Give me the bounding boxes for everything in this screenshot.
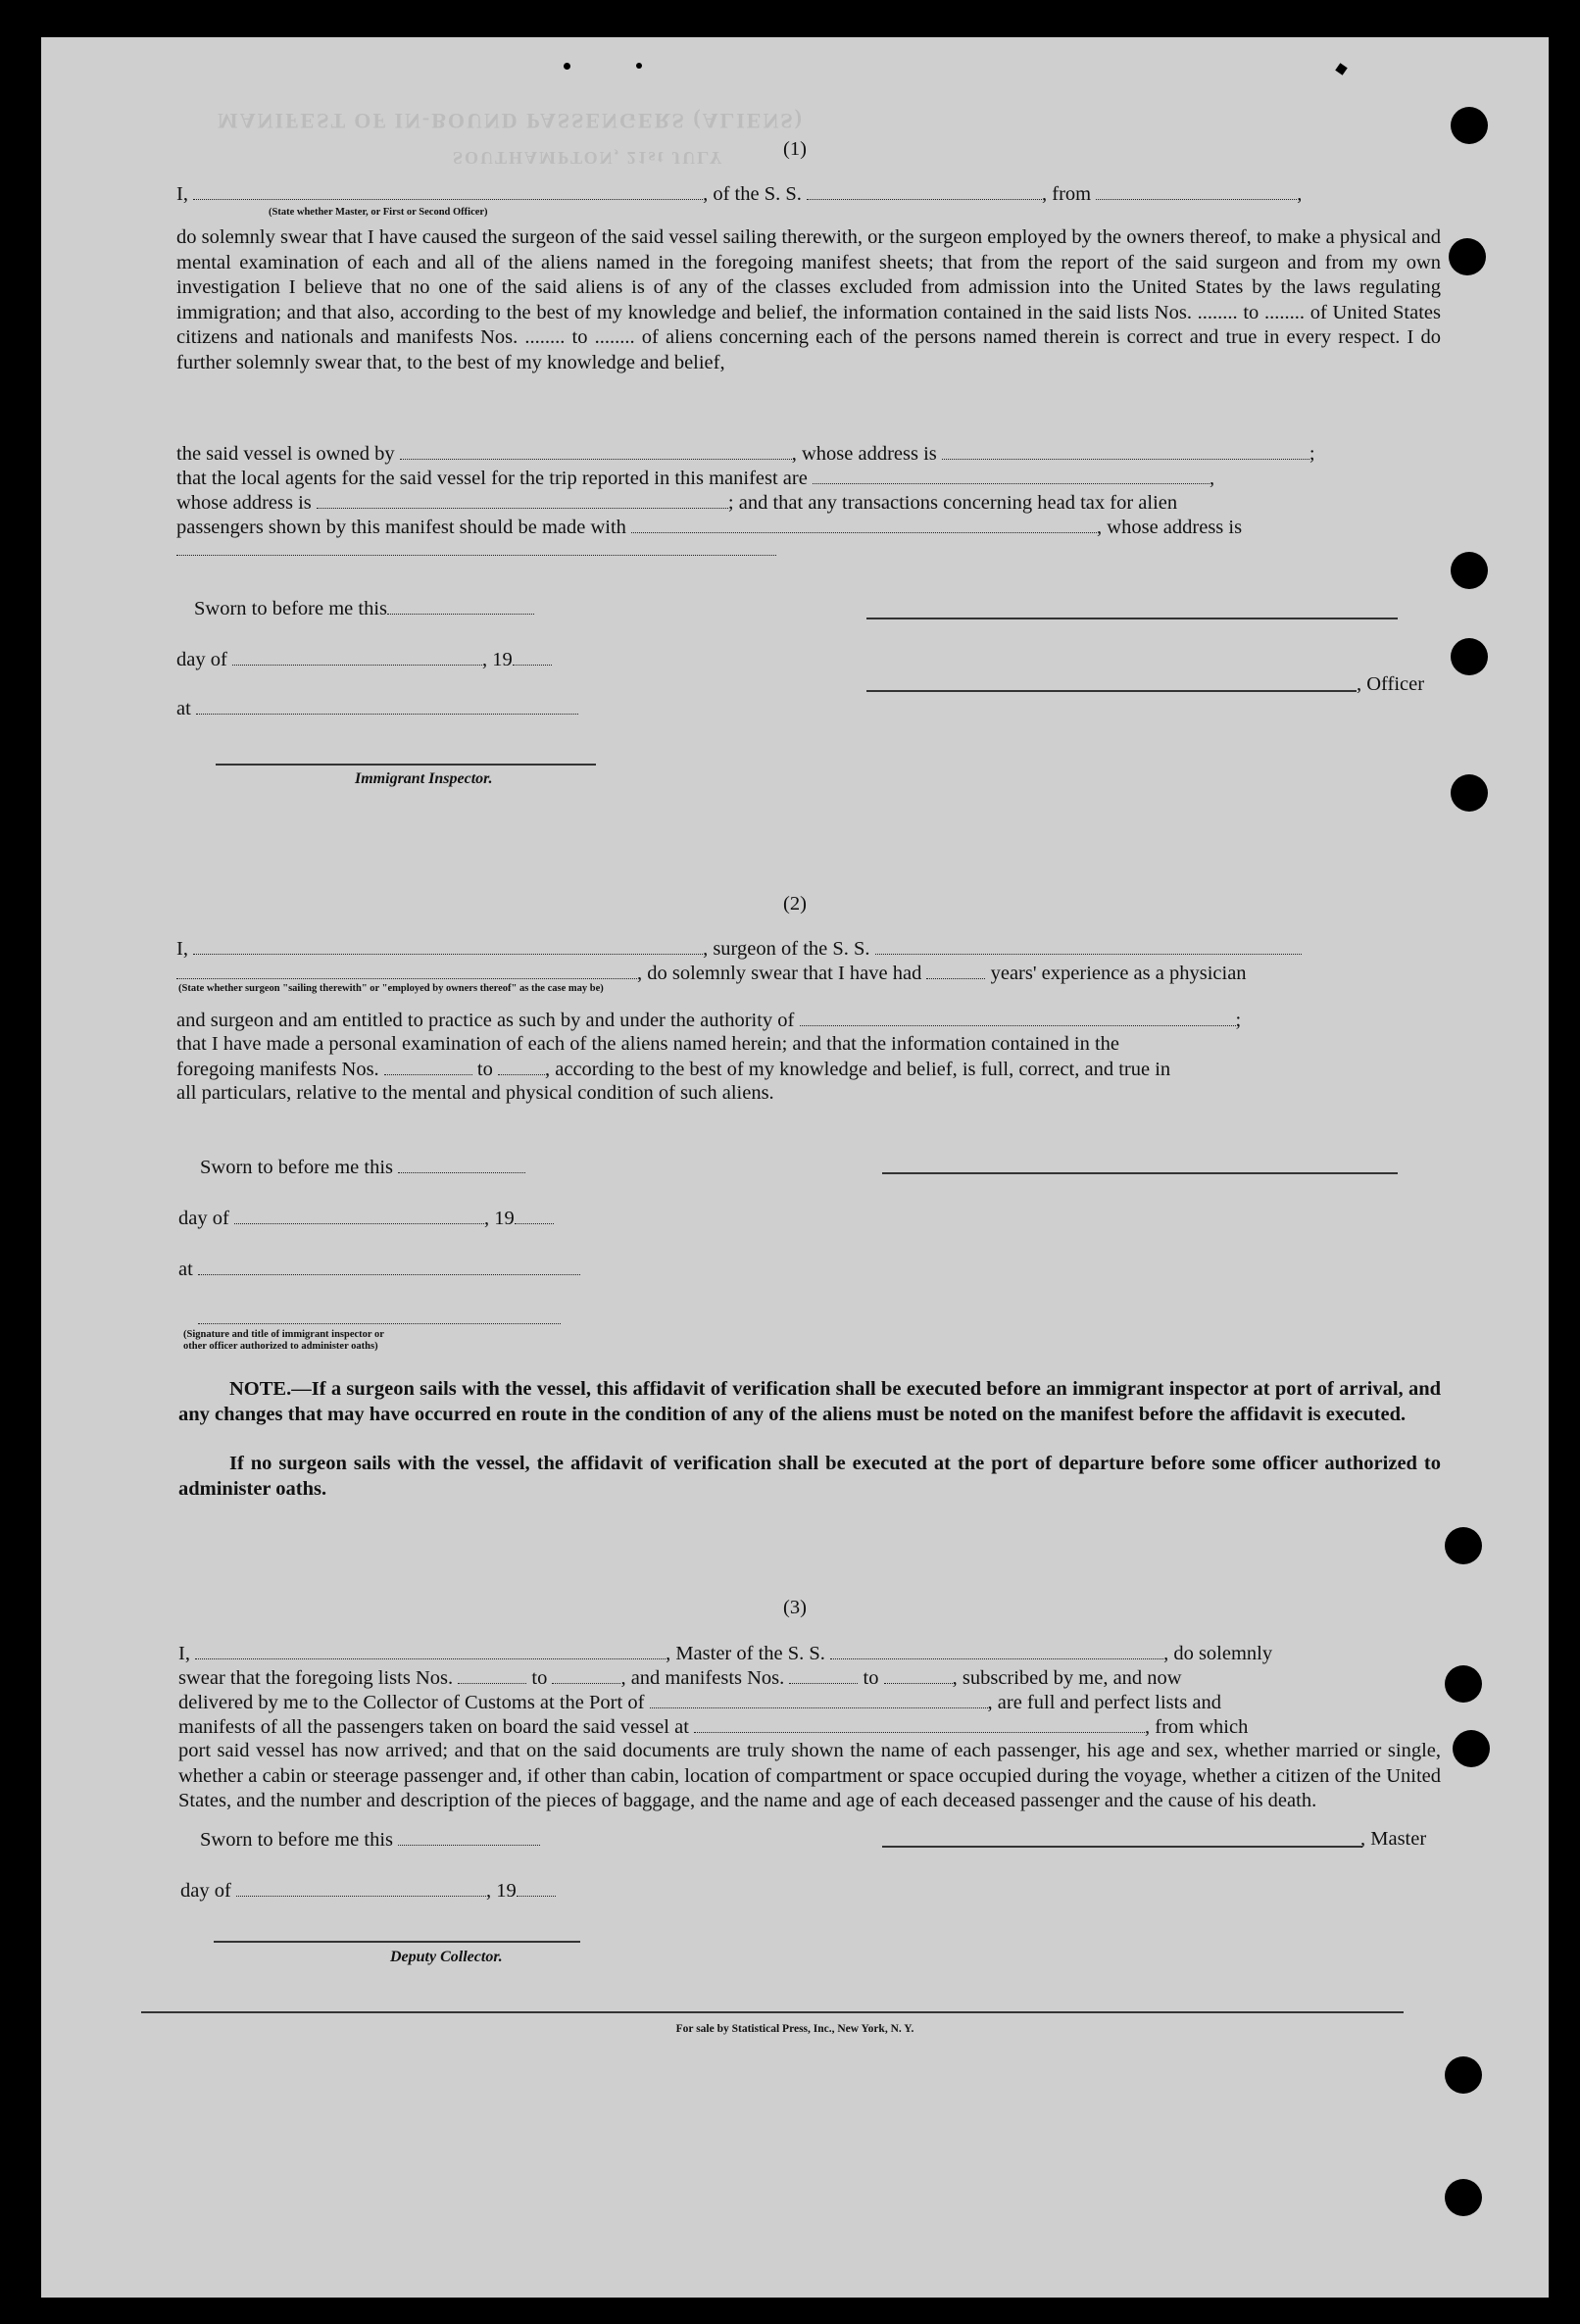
note-paragraph xyxy=(178,1377,1441,1427)
punch-hole xyxy=(1445,2056,1482,2094)
printer-imprint: For sale by Statistical Press, Inc., New York, N. Y. xyxy=(675,2023,914,2035)
officer-signature-line-1[interactable] xyxy=(866,618,1398,619)
punch-hole xyxy=(1453,1730,1490,1767)
agents-address-field[interactable] xyxy=(317,490,728,509)
punch-hole xyxy=(1451,774,1488,812)
s3-sworn xyxy=(200,1827,540,1853)
section-2-number: (2) xyxy=(783,893,807,915)
head-tax-label: ; and that any transactions concerning head tax for alien xyxy=(727,492,1178,514)
punch-hole xyxy=(1451,107,1488,144)
owner-field[interactable] xyxy=(400,441,792,460)
solemnly-label: , do solemnly xyxy=(1163,1643,1273,1664)
s1-passengers-line xyxy=(176,515,1242,540)
head-tax-address-field[interactable] xyxy=(176,555,776,556)
s2-line-1 xyxy=(176,936,1302,962)
bleed-through-text: MANIFEST OF IN-BOUND PASSENGERS (ALIENS) xyxy=(218,109,804,133)
administrator-signature-line[interactable] xyxy=(198,1323,561,1324)
s1-whose-line xyxy=(176,490,1177,516)
surgeon-vessel-field[interactable] xyxy=(875,936,1302,955)
footer-rule xyxy=(141,2011,1404,2013)
s1-oath-body: do solemnly swear that I have caused the surgeon of the said vessel sailing therewith, or the surgeon employed by the owners thereof, to make a physical and mental examination of each and all of the aliens named in the foregoing manifest sheets; that from the report of the said surgeon and from my own investigation I believe that no one of the said aliens is of any of the classes excluded from admission into the United States by the laws regulating immigration; and that also, according to the best of my knowledge and belief, the information contained in the said lists Nos. ........ to ........ of United States citizens and nationals and manifests Nos. ........ to ........ of aliens concerning each of the persons named therein is correct and true in every respect. I do further solemnly swear that, to the best of my knowledge and belief, xyxy=(176,226,1441,373)
s3-line-3 xyxy=(178,1690,1221,1715)
according-label: , according to the best of my knowledge and belief, is full, correct, and true in xyxy=(545,1059,1171,1080)
sworn-label-3: Sworn to before me this xyxy=(200,1829,393,1851)
sworn-day-field[interactable] xyxy=(387,596,534,615)
at-label-2: at xyxy=(178,1259,193,1280)
s3-i: I, xyxy=(178,1643,190,1664)
surgeon-signature-line[interactable] xyxy=(882,1172,1398,1174)
at-label: at xyxy=(176,698,191,719)
s1-day xyxy=(176,647,552,672)
punch-hole xyxy=(1445,2179,1482,2216)
authority-field[interactable] xyxy=(800,1008,1236,1026)
month-field-3[interactable] xyxy=(236,1878,486,1897)
punch-hole xyxy=(1451,638,1488,675)
officer-label: , Officer xyxy=(1357,673,1425,695)
speck xyxy=(564,63,570,70)
punch-hole xyxy=(1445,1527,1482,1564)
day-label-3: day of xyxy=(180,1880,231,1902)
swear-label: , do solemnly swear that I have had xyxy=(637,963,922,984)
comma: , xyxy=(1209,468,1215,489)
note-paragraph-2: If no surgeon sails with the vessel, the affidavit of verification shall be executed at the port of departure before some officer authorized to administer oaths. xyxy=(178,1453,1441,1500)
s1-owned-line xyxy=(176,441,1315,467)
passengers-label: passengers shown by this manifest should be made with xyxy=(176,517,626,538)
s2-line-5 xyxy=(176,1057,1170,1082)
s2-line-6: all particulars, relative to the mental and physical condition of such aliens. xyxy=(176,1082,774,1104)
s3-line-2 xyxy=(178,1665,1182,1691)
punch-hole xyxy=(1451,552,1488,589)
s1-sworn xyxy=(194,596,534,621)
lists-from-field[interactable] xyxy=(458,1665,526,1684)
s1-comma: , xyxy=(1297,183,1303,205)
day-label-2: day of xyxy=(178,1208,229,1229)
s3-body: port said vessel has now arrived; and that on the said documents are truly shown the name of each passenger, his age and sex, whether married or single, whether a cabin or steerage passenger and, if other than cabin, location of compartment or space occupied during the voyage, whether a citizen of the United States, and the number and description of the pieces of baggage, and the name and age of each deceased passenger and the cause of his death. xyxy=(178,1740,1441,1812)
lists-to-field[interactable] xyxy=(552,1665,620,1684)
section-3-number: (3) xyxy=(783,1597,807,1618)
lists-label: swear that the foregoing lists Nos. xyxy=(178,1667,454,1689)
year-label-3: , 19 xyxy=(485,1880,517,1902)
semicolon-2: ; xyxy=(1235,1010,1242,1031)
whose-address-label-2: , whose address is xyxy=(1097,517,1243,538)
collector-label: Deputy Collector. xyxy=(390,1949,503,1965)
s2-sworn xyxy=(200,1155,525,1180)
punch-hole xyxy=(1449,238,1486,275)
inspector-label: Immigrant Inspector. xyxy=(355,770,493,787)
surgeon-ss-label: , surgeon of the S. S. xyxy=(703,938,870,960)
manifests-label-2: , and manifests Nos. xyxy=(620,1667,785,1689)
month-field-2[interactable] xyxy=(234,1206,484,1224)
rank-field[interactable] xyxy=(193,181,703,200)
year-label: , 19 xyxy=(481,649,513,670)
year-field-3[interactable] xyxy=(517,1878,556,1897)
sworn-day-field-2[interactable] xyxy=(398,1155,525,1173)
owner-address-field[interactable] xyxy=(942,441,1309,460)
from-port-field[interactable] xyxy=(1096,181,1297,200)
punch-hole xyxy=(1445,1665,1482,1703)
speck xyxy=(636,63,642,69)
note-label: NOTE. xyxy=(229,1378,292,1400)
manifests-label: foregoing manifests Nos. xyxy=(176,1059,379,1080)
s1-line-1 xyxy=(176,181,1302,207)
sig-note-1: (Signature and title of immigrant inspector or xyxy=(183,1329,384,1340)
sworn-day-field-3[interactable] xyxy=(398,1827,540,1846)
sig-note-2: other officer authorized to administer oaths) xyxy=(183,1341,378,1352)
s1-from-label: , from xyxy=(1042,183,1092,205)
year-field-2[interactable] xyxy=(515,1206,554,1224)
s1-agents-line xyxy=(176,466,1214,491)
whose-address-label: , whose address is xyxy=(791,443,937,465)
vessel-field[interactable] xyxy=(807,181,1042,200)
manifests-to-field[interactable] xyxy=(884,1665,953,1684)
owned-label: the said vessel is owned by xyxy=(176,443,395,465)
taken-aboard-label: manifests of all the passengers taken on board the said vessel at xyxy=(178,1716,689,1738)
to-label-3: to xyxy=(863,1667,879,1689)
sworn-label-2: Sworn to before me this xyxy=(200,1157,393,1178)
surgeon-name-field[interactable] xyxy=(193,936,703,955)
master-ss-label: , Master of the S. S. xyxy=(666,1643,825,1664)
whose-label: whose address is xyxy=(176,492,312,514)
s1-rank-note: (State whether Master, or First or Second Officer) xyxy=(269,207,488,218)
s2-i: I, xyxy=(176,938,188,960)
s3-line-4 xyxy=(178,1714,1248,1740)
subscribed-label: , subscribed by me, and now xyxy=(952,1667,1182,1689)
to-label: to xyxy=(476,1059,493,1080)
s1-at xyxy=(176,696,578,721)
to-label-2: to xyxy=(531,1667,548,1689)
semicolon: ; xyxy=(1308,443,1315,465)
officer-signature-line-2[interactable] xyxy=(866,690,1357,692)
day-label: day of xyxy=(176,649,227,670)
manifests-from-field[interactable] xyxy=(789,1665,858,1684)
year-label-2: , 19 xyxy=(483,1208,515,1229)
month-field[interactable] xyxy=(232,647,482,666)
place-field-2[interactable] xyxy=(198,1257,580,1275)
bleed-through-text: SOUTHAMPTON, 21st JULY xyxy=(453,148,724,168)
from-which-label: , from which xyxy=(1145,1716,1249,1738)
master-label: , Master xyxy=(1360,1828,1427,1850)
sworn-label: Sworn to before me this xyxy=(194,598,387,619)
collector-signature-line[interactable] xyxy=(214,1941,580,1943)
experience-label: years' experience as a physician xyxy=(990,963,1247,984)
speck xyxy=(1335,63,1348,75)
place-field[interactable] xyxy=(196,696,578,715)
s2-day xyxy=(178,1206,554,1231)
s3-line-1 xyxy=(178,1641,1272,1666)
form-page xyxy=(41,37,1549,2298)
port-field[interactable] xyxy=(650,1690,988,1708)
master-name-field[interactable] xyxy=(195,1641,666,1659)
manifest-to-field[interactable] xyxy=(498,1057,545,1075)
s2-line-3 xyxy=(176,1008,1241,1033)
port-label: delivered by me to the Collector of Customs at the Port of xyxy=(178,1692,645,1713)
s1-i: I, xyxy=(176,183,188,205)
s2-line-4: that I have made a personal examination of each of the aliens named herein; and that the information contained in the xyxy=(176,1033,1119,1055)
section-1-number: (1) xyxy=(783,138,807,160)
year-field[interactable] xyxy=(513,647,552,666)
departure-port-field[interactable] xyxy=(694,1714,1145,1733)
s2-status-note: (State whether surgeon "sailing therewith" or "employed by owners thereof" as the case may be) xyxy=(178,983,604,994)
agents-field[interactable] xyxy=(813,466,1210,484)
authority-label: and surgeon and am entitled to practice as such by and under the authority of xyxy=(176,1010,795,1031)
head-tax-party-field[interactable] xyxy=(631,515,1097,533)
surgeon-status-field[interactable] xyxy=(176,961,637,979)
s3-day xyxy=(180,1878,556,1904)
s2-at xyxy=(178,1257,580,1282)
master-signature-line[interactable] xyxy=(882,1846,1362,1848)
years-field[interactable] xyxy=(926,961,985,979)
full-perfect-label: , are full and perfect lists and xyxy=(987,1692,1222,1713)
master-vessel-field[interactable] xyxy=(830,1641,1163,1659)
inspector-signature-line[interactable] xyxy=(216,764,596,766)
note-text: —If a surgeon sails with the vessel, this affidavit of verification shall be executed before an immigrant inspector at port of arrival, and any changes that may have occurred en route in the condition of any of the aliens must be noted on the manifest before the affidavit is executed. xyxy=(178,1378,1441,1425)
manifest-from-field[interactable] xyxy=(384,1057,472,1075)
agents-label: that the local agents for the said vessel for the trip reported in this manifest are xyxy=(176,468,808,489)
s1-ss-label: , of the S. S. xyxy=(703,183,802,205)
